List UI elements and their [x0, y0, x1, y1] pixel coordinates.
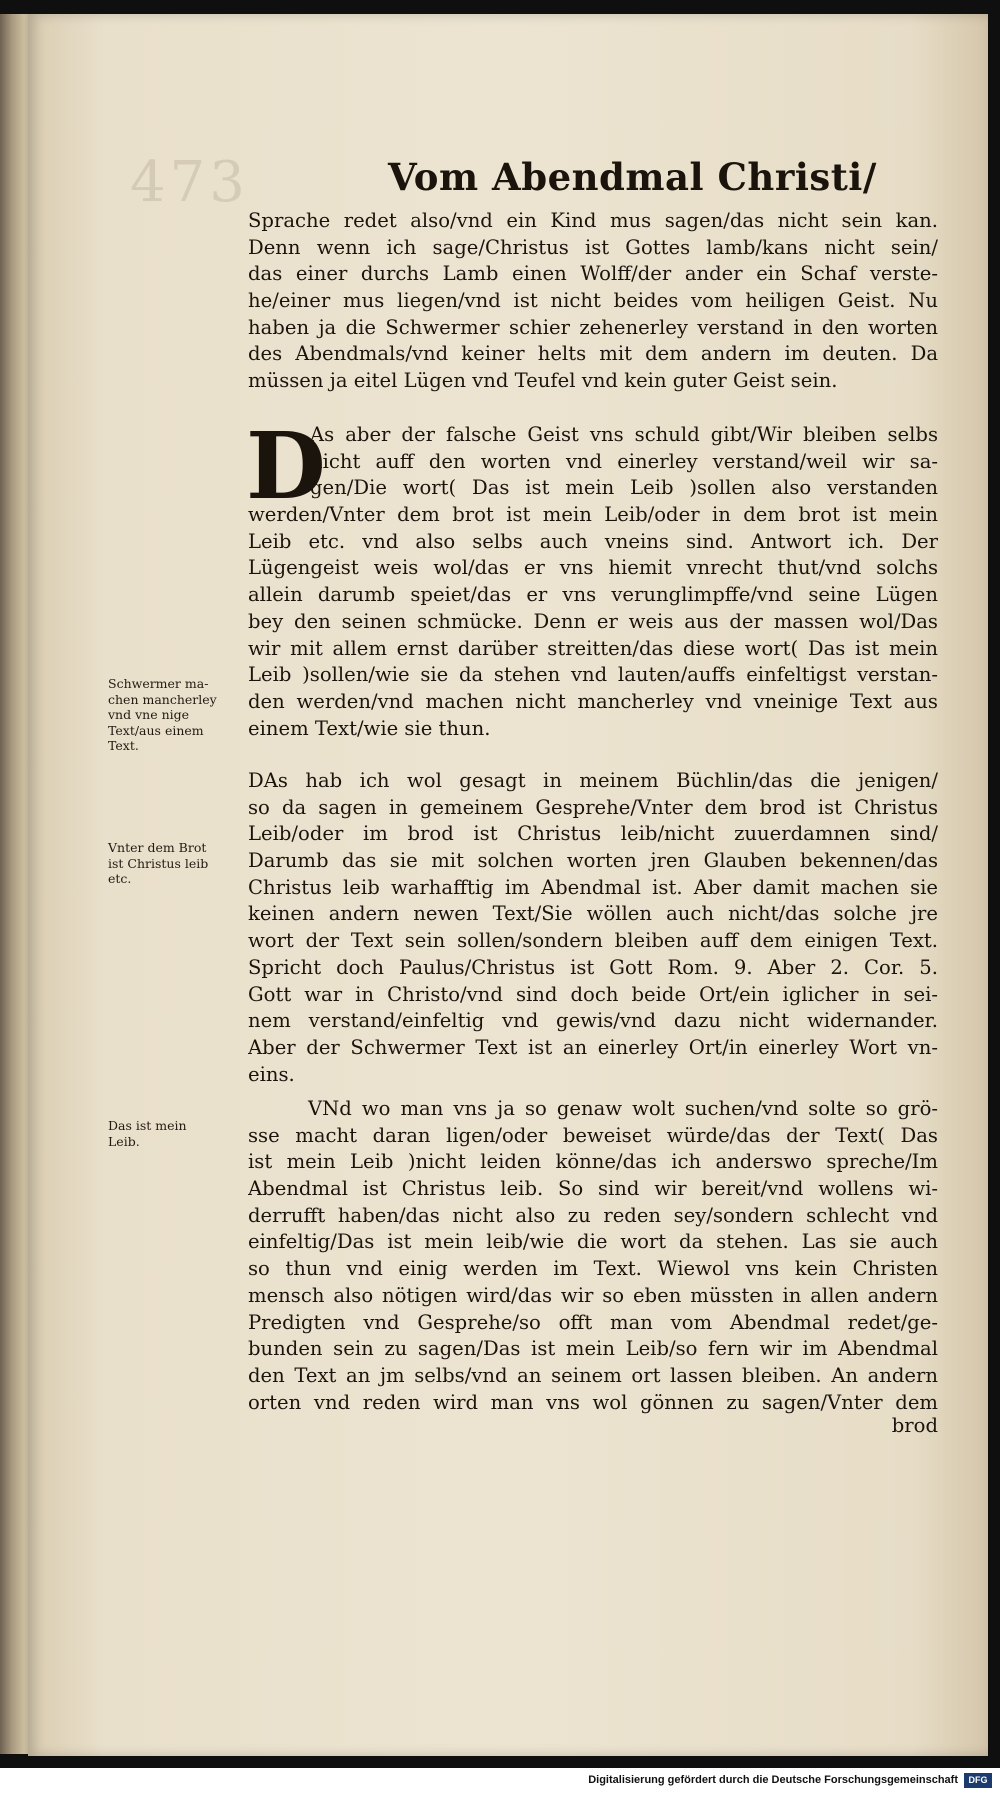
running-heading: Vom Abendmal Christi/ — [388, 155, 877, 199]
text-line: allein darumb speiet/das er vns verunglimpffe/vnd seine Lügen — [248, 583, 938, 607]
text-line: so thun vnd einig werden im Text. Wiewol vns kein Christen — [248, 1257, 938, 1281]
paragraph-2 — [246, 412, 938, 742]
text-line: wort der Text sein sollen/sondern bleiben auff dem einigen Text. — [248, 929, 938, 953]
text-line: As aber der falsche Geist vns schuld gibt/Wir bleiben selbs — [310, 423, 938, 446]
text-line: den Text an jm selbs/vnd an seinem ort lassen bleiben. An andern — [248, 1363, 938, 1387]
text-line: Leib )sollen/wie sie da stehen vnd lauten/auffs einfeltigst verstan- — [248, 663, 938, 687]
text-line: einem Text/wie sie thun. — [248, 716, 491, 740]
text-line: eins. — [248, 1062, 295, 1086]
text-line: den werden/vnd machen nicht mancherley vnd vneinige Text aus — [248, 689, 938, 713]
text-line: Gott war in Christo/vnd sind doch beide Ort/ein iglicher in sei- — [248, 982, 938, 1006]
text-line: Predigten vnd Gesprehe/so offt man vom Abendmal redet/ge- — [248, 1310, 938, 1334]
text-line: VNd wo man vns ja so genaw wolt suchen/vnd solte so grö- — [308, 1097, 938, 1120]
text-line: des Abendmals/vnd keiner helts mit dem andern im deuten. Da — [248, 342, 938, 366]
text-line: haben ja die Schwermer schier zehenerley verstand in den worten — [248, 315, 938, 339]
digitization-footer — [0, 1768, 1000, 1795]
text-line: gen/Die wort( Das ist mein Leib )sollen also verstanden — [310, 476, 938, 500]
text-line: ist mein Leib )nicht leiden könne/das ich anderswo spreche/Im — [248, 1150, 938, 1174]
show-through-folio-number: 473 — [130, 150, 249, 215]
marginal-line: Das ist mein — [108, 1118, 187, 1133]
text-line: Denn wenn ich sage/Christus ist Gottes lamb/kans nicht sein/ — [248, 235, 938, 259]
text-line: orten vnd reden wird man vns wol gönnen zu sagen/Vnter dem — [248, 1390, 938, 1414]
text-line: bey den seinen schmücke. Denn er weis aus der massen wol/Das — [248, 609, 938, 633]
text-line: nem verstand/einfeltig vnd gewis/vnd dazu nicht widernander. — [248, 1009, 938, 1033]
text-line: müssen ja eitel Lügen vnd Teufel vnd kein guter Geist sein. — [248, 369, 838, 393]
text-line: Leib/oder im brod ist Christus leib/nicht zuuerdamnen sind/ — [248, 822, 938, 846]
marginal-note-1 — [108, 676, 253, 754]
text-line: wir mit allem ernst darüber streitten/das diese wort( Das ist mein — [248, 636, 938, 660]
funding-credit: Digitalisierung gefördert durch die Deutsche Forschungsgemeinschaft — [588, 1774, 958, 1786]
marginal-line: Text/aus einem — [108, 722, 204, 738]
text-line: Abendmal ist Christus leib. So sind wir bereit/vnd wollens wi- — [248, 1177, 938, 1201]
text-line: Lügengeist weis wol/das er vns hiemit vnrecht thut/vnd solchs — [248, 556, 938, 580]
marginal-line: Schwermer ma- — [108, 676, 209, 691]
text-line: nicht auff den worten vnd einerley verstand/weil wir sa- — [310, 449, 938, 473]
marginal-line: vnd vne nige — [108, 707, 190, 722]
paragraph-1 — [248, 208, 938, 395]
text-line: Aber der Schwermer Text ist an einerley Ort/in einerley Wort vn- — [248, 1035, 938, 1059]
text-line: bunden sein zu sagen/Das ist mein Leib/so fern wir im Abendmal — [248, 1337, 938, 1361]
text-line: sse macht daran ligen/oder beweiset würde/das der Text( Das — [248, 1123, 938, 1147]
marginal-line: etc. — [108, 871, 132, 886]
text-line: werden/Vnter dem brot ist mein Leib/oder in dem brot ist mein — [248, 503, 938, 527]
text-line: Christus leib warhafftig im Abendmal ist. Aber damit machen sie — [248, 875, 938, 899]
marginal-line: chen mancherley — [108, 691, 217, 707]
text-line: derrufft haben/das nicht also zu reden sey/sondern schlecht vnd — [248, 1203, 938, 1227]
drop-capital: D — [246, 412, 326, 520]
text-line: einfeltig/Das ist mein leib/wie die wort da stehen. Las sie auch — [248, 1230, 938, 1254]
text-line: so da sagen in gemeinem Gesprehe/Vnter dem brod ist Christus — [248, 795, 938, 819]
text-line: Darumb das sie mit solchen worten jren Glauben bekennen/das — [248, 849, 938, 873]
dfg-logo-icon: DFG — [964, 1773, 992, 1788]
text-line: Leib etc. vnd also selbs auch vneins sind. Antwort ich. Der — [248, 529, 938, 553]
text-line: DAs hab ich wol gesagt in meinem Büchlin/das die jenigen/ — [248, 769, 938, 792]
marginal-line: ist Christus leib — [108, 855, 209, 871]
text-line: he/einer mus liegen/vnd ist nicht beides vom heiligen Geist. Nu — [248, 289, 938, 313]
text-line: Sprache redet also/vnd ein Kind mus sagen/das nicht sein kan. — [248, 209, 938, 232]
marginal-line: Text. — [108, 738, 139, 753]
marginal-line: Vnter dem Brot — [108, 840, 207, 855]
paragraph-4 — [248, 1096, 938, 1416]
catchword: brod — [891, 1414, 938, 1437]
paragraph-3 — [248, 768, 938, 1088]
marginal-note-3 — [108, 1118, 253, 1149]
text-line: Spricht doch Paulus/Christus ist Gott Rom. 9. Aber 2. Cor. 5. — [248, 955, 938, 979]
marginal-note-2 — [108, 840, 253, 887]
marginal-line: Leib. — [108, 1133, 140, 1149]
text-line: keinen andern newen Text/Sie wöllen auch nicht/das solche jre — [248, 902, 938, 926]
text-line: mensch also nötigen wird/das wir so eben müssten in allen andern — [248, 1283, 938, 1307]
text-line: das einer durchs Lamb einen Wolff/der ander ein Schaf verste- — [248, 262, 938, 286]
